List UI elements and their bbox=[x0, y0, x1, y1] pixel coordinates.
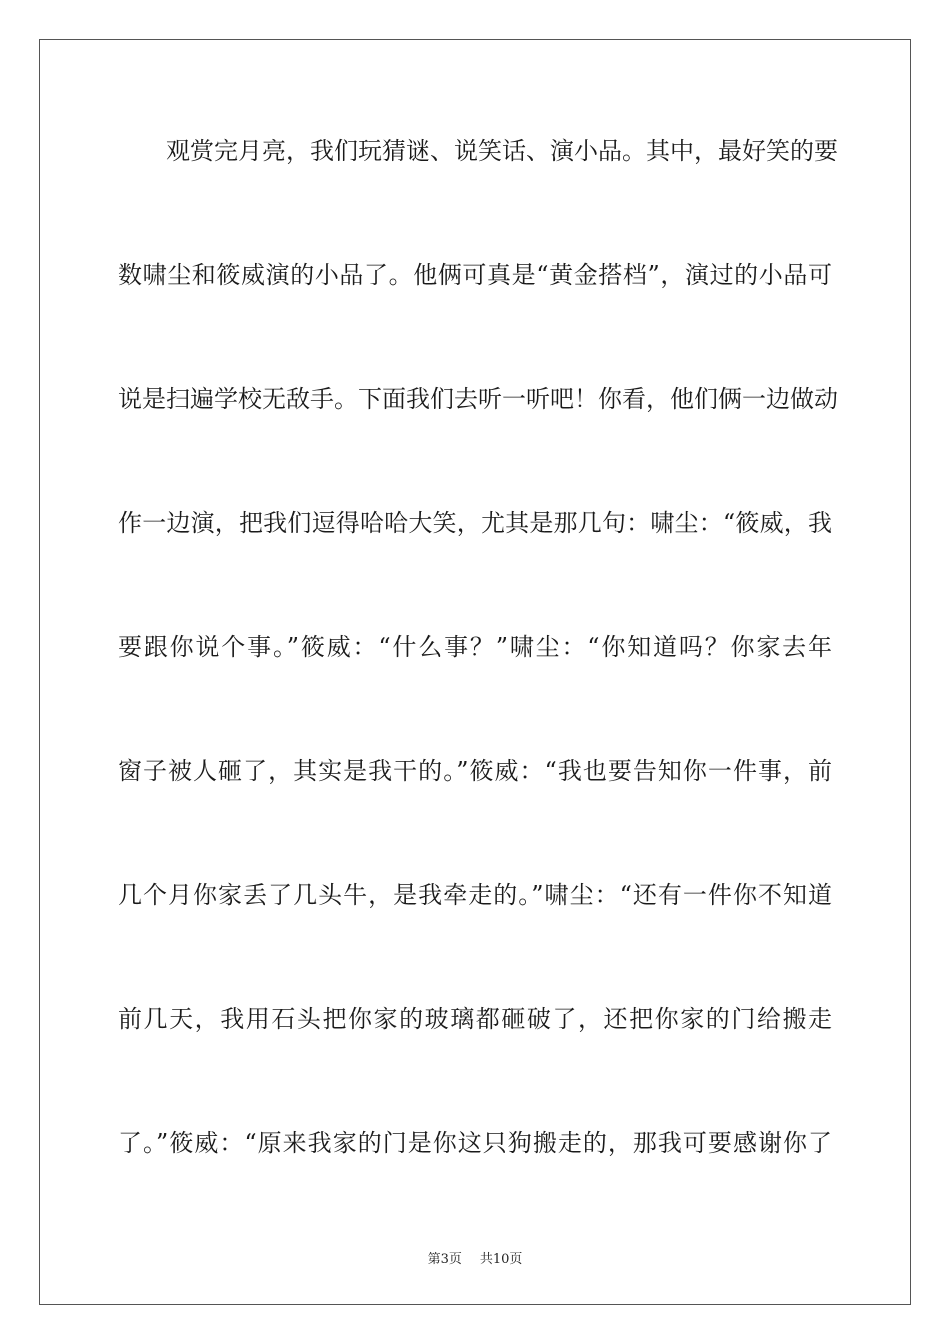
body-text-line: 了。”筱威：“原来我家的门是你这只狗搬走的，那我可要感谢你了 bbox=[118, 1129, 832, 1157]
page-footer bbox=[0, 1248, 950, 1267]
body-text-line: 前几天，我用石头把你家的玻璃都砸破了，还把你家的门给搬走 bbox=[118, 1005, 832, 1033]
body-text-line: 说是扫遍学校无敌手。下面我们去听一听吧！你看，他们俩一边做动 bbox=[118, 385, 838, 413]
body-text-line: 观赏完月亮，我们玩猜谜、说笑话、演小品。其中，最好笑的要 bbox=[166, 137, 838, 165]
body-text-line: 作一边演，把我们逗得哈哈大笑，尤其是那几句：啸尘：“筱威，我 bbox=[118, 509, 832, 537]
page-number: 第3页 bbox=[427, 1252, 462, 1267]
body-text-line: 几个月你家丢了几头牛，是我牵走的。”啸尘：“还有一件你不知道 bbox=[118, 881, 832, 909]
body-text-line: 要跟你说个事。”筱威：“什么事？”啸尘：“你知道吗？你家去年 bbox=[118, 633, 832, 661]
body-text-line: 数啸尘和筱威演的小品了。他俩可真是“黄金搭档”，演过的小品可 bbox=[118, 261, 832, 289]
total-pages: 共10页 bbox=[479, 1252, 523, 1267]
body-text-line: 窗子被人砸了，其实是我干的。”筱威：“我也要告知你一件事，前 bbox=[118, 757, 832, 785]
page-border bbox=[39, 39, 911, 1305]
